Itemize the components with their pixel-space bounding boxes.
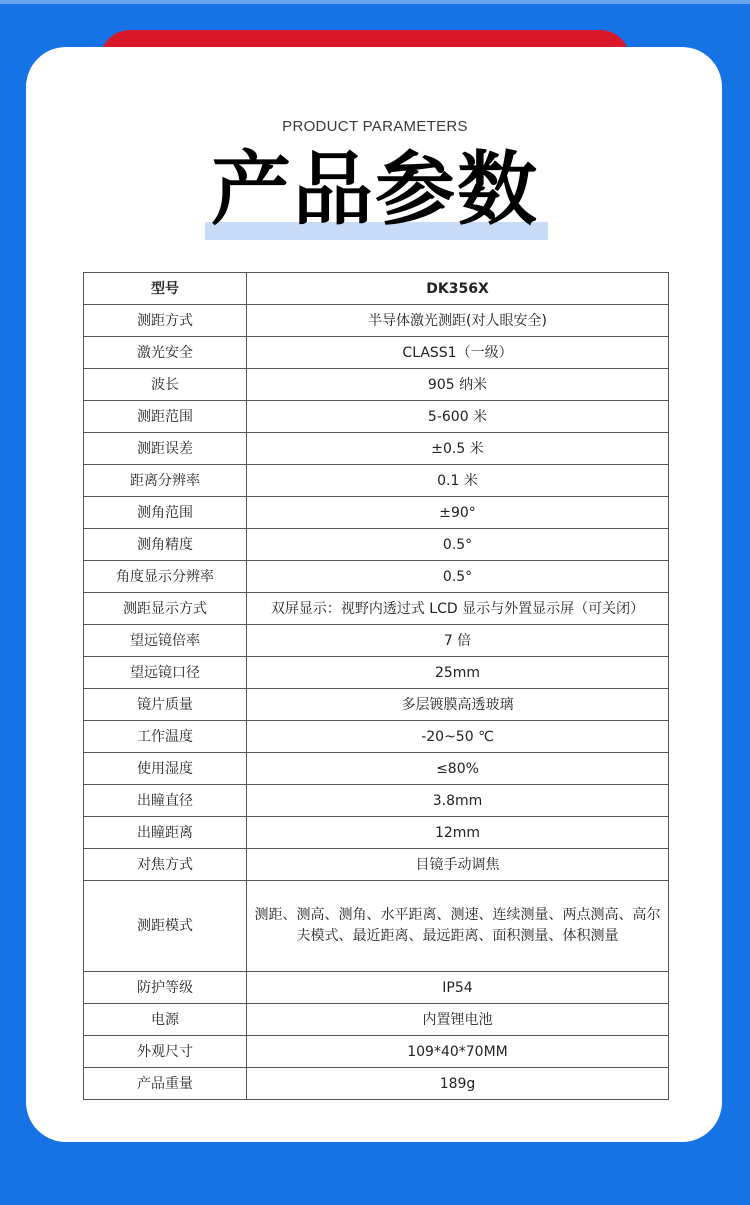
table-row (84, 529, 669, 561)
table-row (84, 433, 669, 465)
table-row (84, 1004, 669, 1036)
table-row (84, 1036, 669, 1068)
param-label: 测距方式 (84, 305, 247, 337)
table-row (84, 753, 669, 785)
table-row (84, 721, 669, 753)
page-title: 产品参数 (211, 143, 539, 236)
param-label: 镜片质量 (84, 689, 247, 721)
param-label: 测角范围 (84, 497, 247, 529)
param-label: 望远镜口径 (84, 657, 247, 689)
param-value: 内置锂电池 (247, 1004, 669, 1036)
param-value: IP54 (247, 972, 669, 1004)
param-label: 外观尺寸 (84, 1036, 247, 1068)
param-label: 产品重量 (84, 1068, 247, 1100)
param-label: 电源 (84, 1004, 247, 1036)
param-label: 对焦方式 (84, 849, 247, 881)
param-label: 防护等级 (84, 972, 247, 1004)
param-label: 距离分辨率 (84, 465, 247, 497)
table-row (84, 972, 669, 1004)
table-row (84, 273, 669, 305)
table-row (84, 337, 669, 369)
table-row (84, 625, 669, 657)
title-block (0, 140, 750, 250)
param-value: ≤80% (247, 753, 669, 785)
param-value: 3.8mm (247, 785, 669, 817)
param-label: 出瞳直径 (84, 785, 247, 817)
table-row (84, 657, 669, 689)
parameters-table (83, 272, 669, 1100)
param-value: ±0.5 米 (247, 433, 669, 465)
table-row (84, 1068, 669, 1100)
page-subtitle: PRODUCT PARAMETERS (282, 118, 468, 135)
param-label: 工作温度 (84, 721, 247, 753)
param-value: 189g (247, 1068, 669, 1100)
param-value: 0.5° (247, 561, 669, 593)
table-row (84, 401, 669, 433)
param-value: 多层镀膜高透玻璃 (247, 689, 669, 721)
param-label: 测距模式 (84, 881, 247, 972)
param-label: 使用湿度 (84, 753, 247, 785)
param-value: DK356X (247, 273, 669, 305)
param-value: 双屏显示：视野内透过式 LCD 显示与外置显示屏（可关闭） (247, 593, 669, 625)
table-row (84, 881, 669, 972)
param-value: 5-600 米 (247, 401, 669, 433)
param-value: 半导体激光测距(对人眼安全) (247, 305, 669, 337)
param-label: 望远镜倍率 (84, 625, 247, 657)
table-row (84, 849, 669, 881)
param-label: 波长 (84, 369, 247, 401)
param-value: -20~50 ℃ (247, 721, 669, 753)
param-label: 激光安全 (84, 337, 247, 369)
table-row (84, 497, 669, 529)
table-row (84, 593, 669, 625)
table-row (84, 817, 669, 849)
param-label: 测距误差 (84, 433, 247, 465)
param-label: 测距范围 (84, 401, 247, 433)
param-value: 0.1 米 (247, 465, 669, 497)
param-label: 测距显示方式 (84, 593, 247, 625)
param-value: 25mm (247, 657, 669, 689)
table-row (84, 369, 669, 401)
table-row (84, 305, 669, 337)
param-value: ±90° (247, 497, 669, 529)
param-value: 12mm (247, 817, 669, 849)
param-value: CLASS1（一级） (247, 337, 669, 369)
param-label: 测角精度 (84, 529, 247, 561)
table-row (84, 689, 669, 721)
top-border (0, 0, 750, 4)
param-value: 0.5° (247, 529, 669, 561)
param-value: 目镜手动调焦 (247, 849, 669, 881)
table-row (84, 465, 669, 497)
param-label: 型号 (84, 273, 247, 305)
param-value: 109*40*70MM (247, 1036, 669, 1068)
param-label: 出瞳距离 (84, 817, 247, 849)
param-value: 7 倍 (247, 625, 669, 657)
table-row (84, 561, 669, 593)
param-value: 测距、测高、测角、水平距离、测速、连续测量、两点测高、高尔夫模式、最近距离、最远距离、面积测量、体积测量 (247, 881, 669, 972)
param-label: 角度显示分辨率 (84, 561, 247, 593)
param-value: 905 纳米 (247, 369, 669, 401)
table-row (84, 785, 669, 817)
